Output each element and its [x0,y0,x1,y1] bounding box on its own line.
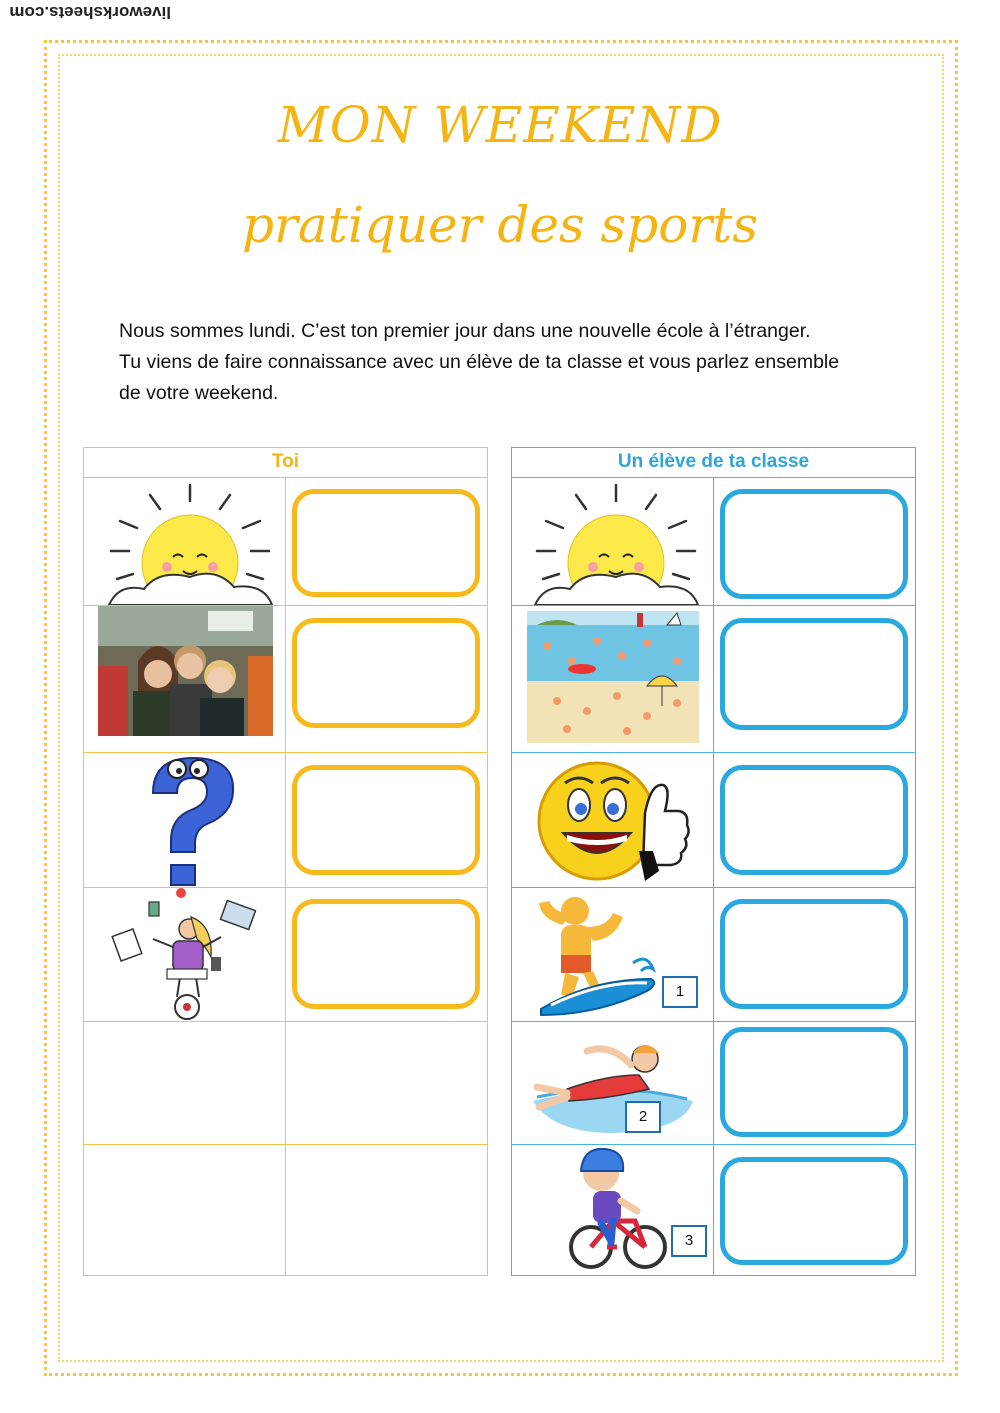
answer-box-eleve-5[interactable] [720,1027,908,1137]
sun-icon [105,481,275,605]
number-box-3: 3 [671,1225,707,1257]
page-subtitle: pratiquer des sports [242,196,758,254]
intro-line-2: Tu viens de faire connaissance avec un élève de ta classe et vous parlez ensemble [119,351,840,373]
intro-line-3: de votre weekend. [119,382,279,404]
answer-box-toi-4[interactable] [292,899,480,1009]
friends-photo [98,606,273,736]
cyclist-icon [567,1147,667,1273]
beach-scene [527,611,699,743]
smiley-thumbs-up-icon [535,753,695,887]
intro-line-1: Nous sommes lundi. C’est ton premier jour dans une nouvelle école à l’étranger. [119,320,811,342]
answer-box-toi-3[interactable] [292,765,480,875]
number-box-1: 1 [662,976,698,1008]
answer-box-eleve-4[interactable] [720,899,908,1009]
surfer-icon [537,893,667,1017]
header-toi: Toi [271,451,300,472]
answer-box-eleve-6[interactable] [720,1157,908,1265]
number-box-2: 2 [625,1101,661,1133]
swimmer-icon [527,1031,697,1141]
watermark: liveworksheets.com [9,3,171,22]
answer-box-toi-2[interactable] [292,618,480,728]
header-eleve: Un élève de ta classe [617,451,810,472]
table-eleve [511,447,916,1276]
juggling-woman-icon [111,887,261,1022]
question-mark-icon [133,753,243,887]
answer-box-eleve-3[interactable] [720,765,908,875]
table-toi [83,447,488,1276]
sun-icon [531,481,701,605]
answer-box-eleve-2[interactable] [720,618,908,730]
answer-box-toi-1[interactable] [292,489,480,597]
answer-box-eleve-1[interactable] [720,489,908,599]
page-title: MON WEEKEND [277,96,723,154]
intro-text [119,316,899,409]
